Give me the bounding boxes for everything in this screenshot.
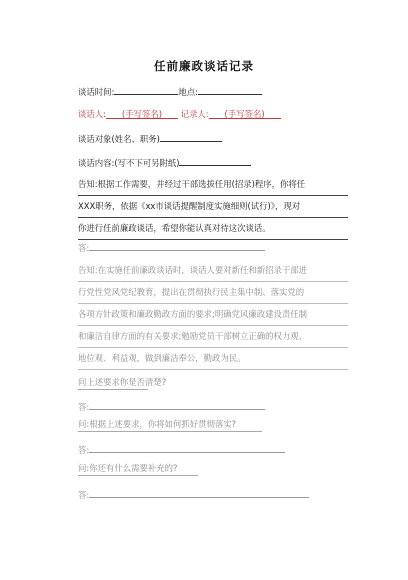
answer-2-field[interactable] [89,442,285,453]
divider [78,475,198,476]
question-text: 问:根据上述要求，你将如何抓好贯彻落实? [78,419,237,429]
question-1 [78,376,166,388]
content-label: 谈话内容:(写不下可另附纸) [78,158,180,168]
subject-line [78,131,222,145]
answer-label: 答: [78,490,90,500]
inform-line: 告知:在实施任前廉政谈话时，谈话人要对新任和新招录干部进 [78,260,348,282]
inform-line: 行党性党风党纪教育，提出在贯彻执行民主集中制、落实党的 [78,282,348,304]
divider [78,431,262,432]
subject-label: 谈话对象(姓名、职务) [78,134,160,144]
answer-2-line [78,442,285,456]
time-field[interactable] [114,84,178,95]
talker-label: 谈话人: [78,109,106,119]
answer-label: 答: [78,445,90,455]
time-place-line [78,84,262,98]
notice-line: 你进行任前廉政谈话，希望你能认真对待这次谈话。 [78,218,348,240]
question-text: 问:你还有什么需要补充的? [78,463,178,473]
answer-label: 答: [78,402,90,412]
page-title: 任前廉政谈话记录 [154,59,254,73]
talker-recorder-line [78,108,281,120]
notice-paragraph [78,174,348,240]
answer-3-line [78,487,309,501]
recorder-signature: (手写签名) [224,109,265,119]
content-field[interactable] [179,155,251,166]
recorder-label: 记录人: [180,109,209,119]
answer-1-field[interactable] [89,399,265,410]
notice-line: 告知:根据工作需要，并经过干部选拔任用(招录)程序，你将任 [78,174,348,196]
subject-field[interactable] [160,131,222,142]
talker-signature-field[interactable] [106,108,178,119]
place-label: 地点: [178,87,198,97]
answer-label: 答: [78,243,90,253]
answer-3-field[interactable] [89,487,309,498]
inform-line: 地位观、利益观，做到廉洁奉公，勤政为民。 [78,348,348,370]
divider [78,389,148,390]
answer-line [78,240,265,254]
inform-line: 各项方针政策和廉政勤政方面的要求;明确党风廉政建设责任制 [78,304,348,326]
time-label: 谈话时间: [78,87,115,97]
inform-line: 和廉洁自律方面的有关要求;勉励党员干部树立正确的权力观、 [78,326,348,348]
notice-line: XXX职务，依据《xx市谈话提醒制度实施细则(试行)》，现对 [78,196,348,218]
answer-field[interactable] [89,240,265,251]
answer-1-line [78,399,265,413]
recorder-signature-field[interactable] [209,108,281,119]
question-text: 问上述要求你是否清楚? [78,377,167,387]
question-2 [78,418,236,430]
place-field[interactable] [198,84,262,95]
content-line [78,155,251,169]
inform-paragraph [78,260,348,370]
question-3 [78,462,177,474]
talker-signature: (手写签名) [121,109,162,119]
